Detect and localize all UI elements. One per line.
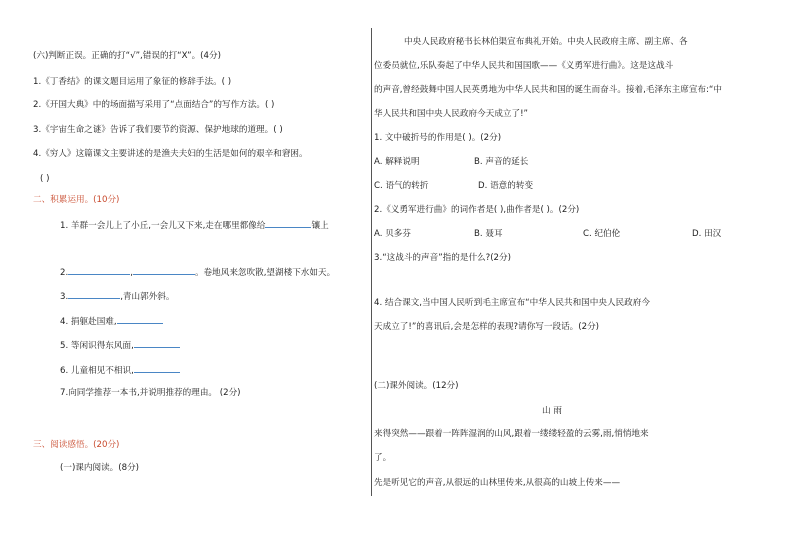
q1-option-c: C. 语气的转折 <box>374 181 429 191</box>
reading-q4-line-1: 4. 结合课文,当中国人民听到毛主席宣布“中华人民共和国中央人民政府今 <box>374 298 650 308</box>
column-divider <box>371 28 372 496</box>
answer-blank[interactable] <box>134 363 180 373</box>
reading-q4-line-2: 天成立了!”的喜讯后,会是怎样的表现?请你写一段话。(2分) <box>374 322 600 332</box>
acc-item-3: 3. ,青山郭外斜。 <box>60 289 175 303</box>
story-line-2: 了。 <box>374 453 392 463</box>
acc-item-6: 6. 儿童相见不相识, <box>60 363 180 377</box>
answer-blank[interactable] <box>117 314 163 324</box>
section-3-title: 三、阅读感悟。(20分) <box>33 440 120 450</box>
passage-line-1: 中央人民政府秘书长林伯渠宣布典礼开始。中央人民政府主席、副主席、各 <box>404 37 688 47</box>
q6-item-4-paren: ( ) <box>40 174 50 184</box>
reading-q2: 2.《义勇军进行曲》的词作者是( ),曲作者是( )。(2分) <box>374 205 580 215</box>
q1-option-b: B. 声音的延长 <box>474 157 529 167</box>
q1-option-d: D. 语意的转变 <box>478 181 534 191</box>
q2-option-d: D. 田汉 <box>692 229 722 239</box>
section-3-sub-2: (二)课外阅读。(12分) <box>374 381 459 391</box>
q1-option-a: A. 解释说明 <box>374 157 420 167</box>
q6-item-1: 1.《丁香结》的课文题目运用了象征的修辞手法。( ) <box>33 77 232 87</box>
story-line-3: 先是听见它的声音,从很远的山林里传来,从很高的山坡上传来—— <box>374 478 621 488</box>
q6-item-2: 2.《开国大典》中的场面描写采用了“点面结合”的写作方法。( ) <box>33 100 275 110</box>
acc-item-1: 1. 羊群一会儿上了小丘,一会儿又下来,走在哪里都像给 镶上 <box>60 218 329 232</box>
answer-blank[interactable] <box>265 218 311 228</box>
passage-line-3: 的声音,曾经鼓舞中国人民英勇地为中华人民共和国的诞生而奋斗。接着,毛泽东主席宣布:“中 <box>374 85 722 95</box>
story-line-1: 来得突然——跟着一阵阵湿润的山风,跟着一缕缕轻盈的云雾,雨,悄悄地来 <box>374 429 649 439</box>
answer-blank[interactable] <box>68 289 120 299</box>
passage-line-2: 位委员就位,乐队奏起了中华人民共和国国歌——《义勇军进行曲》。这是这战斗 <box>374 61 674 71</box>
section-3-sub: (一)课内阅读。(8分) <box>60 463 140 473</box>
reading-q3: 3.“这战斗的声音”指的是什么?(2分) <box>374 253 511 263</box>
answer-blank[interactable] <box>133 265 195 275</box>
q6-item-3: 3.《宇宙生命之谜》告诉了我们要节约资源、保护地球的道理。( ) <box>33 125 283 135</box>
answer-blank[interactable] <box>68 265 130 275</box>
acc-item-5: 5. 等闲识得东风面, <box>60 338 180 352</box>
q2-option-a: A. 贝多芬 <box>374 229 411 239</box>
q2-option-c: C. 纪伯伦 <box>583 229 621 239</box>
answer-blank[interactable] <box>134 338 180 348</box>
q2-option-b: B. 聂耳 <box>474 229 503 239</box>
reading-q1: 1. 文中破折号的作用是( )。(2分) <box>374 133 502 143</box>
q6-title: (六)判断正误。正确的打“√”,错误的打“X”。(4分) <box>33 51 221 61</box>
q6-item-4: 4.《穷人》这篇课文主要讲述的是渔夫夫妇的生活是如何的艰辛和窘困。 <box>33 149 308 159</box>
acc-item-7: 7.向同学推荐一本书,并说明推荐的理由。 (2分) <box>60 388 241 398</box>
acc-item-2: 2. , 。卷地风来忽吹散,望湖楼下水如天。 <box>60 265 335 279</box>
section-2-title: 二、积累运用。(10分) <box>33 195 120 205</box>
story-title: 山 雨 <box>542 406 562 416</box>
acc-item-4: 4. 捐躯赴国难, <box>60 314 163 328</box>
passage-line-4: 华人民共和国中央人民政府今天成立了!” <box>374 109 528 119</box>
